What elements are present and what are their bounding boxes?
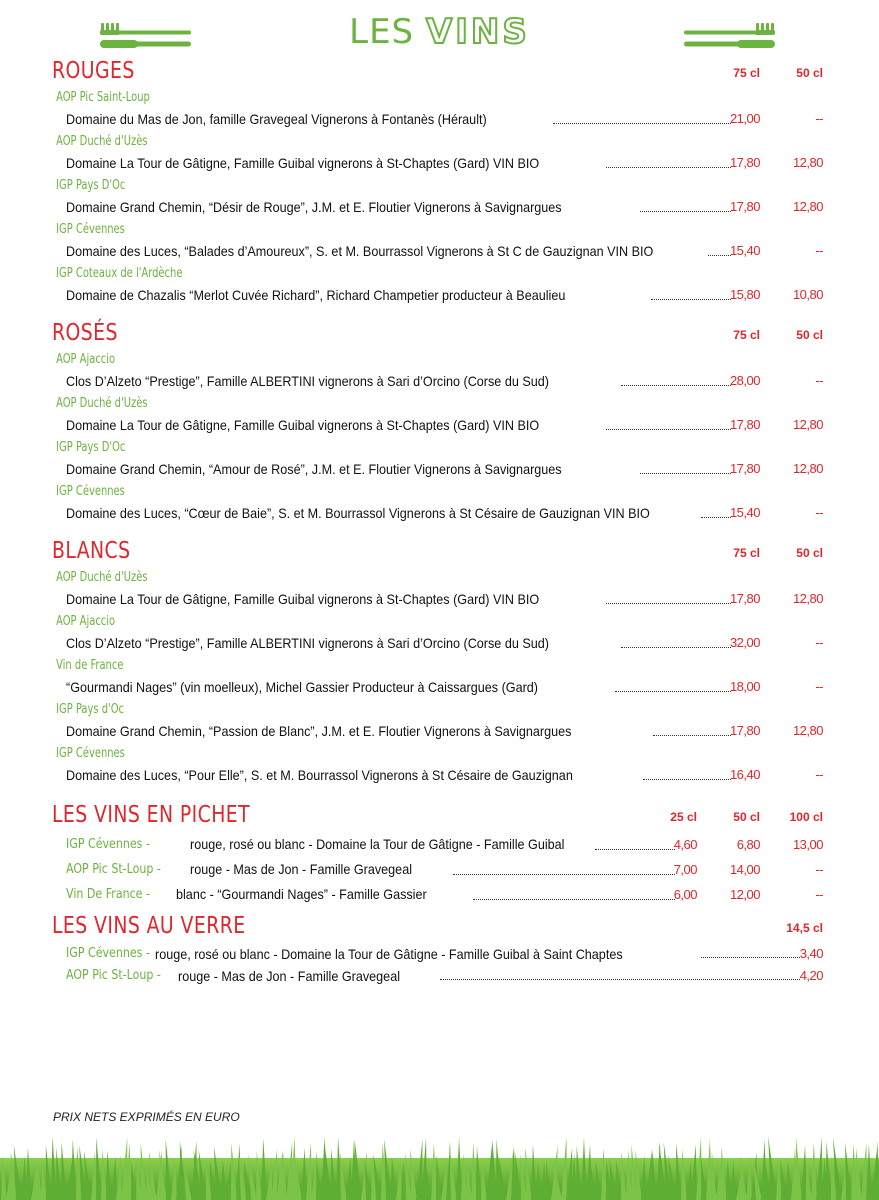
price-50cl: -- <box>815 243 823 258</box>
wine-list <box>0 568 879 788</box>
column-header-50cl: 50 cl <box>796 66 823 80</box>
column-header-75cl: 75 cl <box>733 66 760 80</box>
price-50cl: 12,80 <box>792 417 823 432</box>
section-rouges <box>0 58 879 308</box>
wine-category: AOP Pic Saint-Loup <box>56 90 150 105</box>
wine-description: Domaine des Luces, “Cœur de Baie”, S. et M. Bourrassol Vignerons à St Césaire de Gauzignan VIN BIO <box>66 505 650 521</box>
wine-row <box>0 676 879 700</box>
price-75cl: 21,00 <box>729 111 760 126</box>
price-p3: -- <box>815 887 823 902</box>
price-75cl: 15,40 <box>729 505 760 520</box>
price-50cl: -- <box>815 767 823 782</box>
price-p3: 13,00 <box>792 837 823 852</box>
pichet-row <box>0 832 879 857</box>
appellation-label: IGP Cévennes - <box>66 837 150 852</box>
price-p1: 4,60 <box>673 837 697 852</box>
wine-category: IGP Cévennes <box>56 746 125 761</box>
wine-description: Clos D’Alzeto “Prestige”, Famille ALBERTINI vignerons à Sari d’Orcino (Corse du Sud) <box>66 635 549 651</box>
pichet-row <box>0 882 879 907</box>
wine-category: IGP Coteaux de l'Ardèche <box>56 266 183 281</box>
header <box>0 8 879 60</box>
wine-category: AOP Duché d'Uzès <box>56 134 148 149</box>
price-p3: -- <box>815 862 823 877</box>
wine-row <box>0 152 879 176</box>
column-header-75cl: 75 cl <box>733 328 760 342</box>
price-p1: 4,20 <box>799 968 823 983</box>
fork-knife-icon <box>684 20 778 52</box>
price-75cl: 32,00 <box>729 635 760 650</box>
price-50cl: 10,80 <box>792 287 823 302</box>
wine-description: Domaine Grand Chemin, “Passion de Blanc”, J.M. et E. Floutier Vignerons à Savignargues <box>66 723 572 739</box>
wine-category: IGP Pays D'Oc <box>56 440 126 455</box>
wine-row <box>0 370 879 394</box>
price-75cl: 15,80 <box>729 287 760 302</box>
price-75cl: 18,00 <box>729 679 760 694</box>
wine-category: AOP Ajaccio <box>56 352 116 367</box>
price-75cl: 17,80 <box>729 417 760 432</box>
wine-description: Domaine des Luces, “Balades d’Amoureux”, S. et M. Bourrassol Vignerons à St C de Gauzignan VIN BIO <box>66 243 654 259</box>
wine-description: Domaine des Luces, “Pour Elle”, S. et M. Bourrassol Vignerons à St Césaire de Gauzignan <box>66 767 573 783</box>
wine-description: Domaine de Chazalis “Merlot Cuvée Richard”, Richard Champetier producteur à Beaulieu <box>66 287 566 303</box>
price-50cl: -- <box>815 679 823 694</box>
wine-description: “Gourmandi Nages” (vin moelleux), Michel Gassier Producteur à Caissargues (Gard) <box>66 679 538 695</box>
section-blancs <box>0 538 879 788</box>
section-roses <box>0 320 879 526</box>
wine-row <box>0 632 879 656</box>
price-75cl: 15,40 <box>729 243 760 258</box>
price-50cl: -- <box>815 505 823 520</box>
section-title: ROUGES <box>52 58 135 84</box>
price-p2: 14,00 <box>729 862 760 877</box>
column-header-50cl: 50 cl <box>796 328 823 342</box>
price-75cl: 17,80 <box>729 591 760 606</box>
column-header-75cl: 75 cl <box>733 546 760 560</box>
wine-row <box>0 764 879 788</box>
wine-category: IGP Pays d'Oc <box>56 702 125 717</box>
wine-category: AOP Duché d'Uzès <box>56 570 148 585</box>
wine-description: rouge - Mas de Jon - Famille Gravegeal <box>178 968 401 984</box>
wine-category: Vin de France <box>56 658 124 673</box>
column-header-50cl: 50 cl <box>796 546 823 560</box>
wine-description: Domaine Grand Chemin, “Désir de Rouge”, J.M. et E. Floutier Vignerons à Savignargues <box>66 199 562 215</box>
price-50cl: 12,80 <box>792 723 823 738</box>
verre-list <box>0 943 879 987</box>
appellation-label: AOP Pic St-Loup - <box>66 968 161 983</box>
pichet-list <box>0 832 879 907</box>
wine-category: AOP Ajaccio <box>56 614 116 629</box>
wine-row <box>0 108 879 132</box>
dot-leader <box>440 979 800 980</box>
price-75cl: 17,80 <box>729 199 760 214</box>
wine-row <box>0 240 879 264</box>
section-verre <box>0 913 879 987</box>
section-title: ROSÉS <box>52 320 118 346</box>
price-75cl: 17,80 <box>729 461 760 476</box>
wine-row <box>0 196 879 220</box>
wine-row <box>0 414 879 438</box>
wine-category: IGP Cévennes <box>56 484 125 499</box>
pichet-row <box>0 965 879 987</box>
price-note: PRIX NETS EXPRIMÉS EN EURO <box>53 1110 240 1124</box>
wine-description: Clos D’Alzeto “Prestige”, Famille ALBERTINI vignerons à Sari d’Orcino (Corse du Sud) <box>66 373 549 389</box>
column-header-14-5cl: 14,5 cl <box>786 921 823 935</box>
section-pichet <box>0 802 879 907</box>
wine-description: blanc - “Gourmandi Nages” - Famille Gassier <box>176 886 427 902</box>
wine-description: rouge - Mas de Jon - Famille Gravegeal <box>190 861 413 877</box>
wine-description: Domaine La Tour de Gâtigne, Famille Guibal vignerons à St-Chaptes (Gard) VIN BIO <box>66 155 540 171</box>
appellation-label: IGP Cévennes - <box>66 946 150 961</box>
price-p1: 7,00 <box>673 862 697 877</box>
price-50cl: -- <box>815 111 823 126</box>
grass-border <box>0 1120 879 1200</box>
wine-row <box>0 502 879 526</box>
wine-row <box>0 284 879 308</box>
wine-description: rouge, rosé ou blanc - Domaine la Tour de Gâtigne - Famille Guibal <box>190 836 565 852</box>
price-50cl: 12,80 <box>792 199 823 214</box>
price-50cl: 12,80 <box>792 591 823 606</box>
wine-category: AOP Duché d'Uzès <box>56 396 148 411</box>
price-50cl: 12,80 <box>792 155 823 170</box>
price-p1: 6,00 <box>673 887 697 902</box>
wine-description: Domaine La Tour de Gâtigne, Famille Guibal vignerons à St-Chaptes (Gard) VIN BIO <box>66 417 540 433</box>
price-p2: 12,00 <box>729 887 760 902</box>
wine-description: Domaine La Tour de Gâtigne, Famille Guibal vignerons à St-Chaptes (Gard) VIN BIO <box>66 591 540 607</box>
wine-row <box>0 588 879 612</box>
appellation-label: AOP Pic St-Loup - <box>66 862 161 877</box>
title-vins: VINS <box>425 12 530 52</box>
section-title: LES VINS EN PICHET <box>52 802 251 828</box>
wine-description: Domaine du Mas de Jon, famille Gravegeal Vignerons à Fontanès (Hérault) <box>66 111 487 127</box>
section-title: BLANCS <box>52 538 131 564</box>
appellation-label: Vin De France - <box>66 887 150 902</box>
wine-row <box>0 720 879 744</box>
section-title: LES VINS AU VERRE <box>52 913 246 939</box>
price-50cl: -- <box>815 635 823 650</box>
wine-list <box>0 350 879 526</box>
wine-list <box>0 88 879 308</box>
price-50cl: 12,80 <box>792 461 823 476</box>
title-les: LES <box>349 12 415 52</box>
wine-row <box>0 458 879 482</box>
column-header-25cl: 25 cl <box>670 810 697 824</box>
wine-description: Domaine Grand Chemin, “Amour de Rosé”, J.M. et E. Floutier Vignerons à Savignargues <box>66 461 562 477</box>
wine-description: rouge, rosé ou blanc - Domaine la Tour de Gâtigne - Famille Guibal à Saint Chaptes <box>155 946 623 962</box>
wine-category: IGP Pays D'Oc <box>56 178 126 193</box>
column-header-50cl: 50 cl <box>733 810 760 824</box>
price-p1: 3,40 <box>799 946 823 961</box>
pichet-row <box>0 857 879 882</box>
pichet-row <box>0 943 879 965</box>
price-p2: 6,80 <box>736 837 760 852</box>
column-header-100cl: 100 cl <box>789 810 823 824</box>
wine-category: IGP Cévennes <box>56 222 125 237</box>
price-75cl: 28,00 <box>729 373 760 388</box>
price-75cl: 17,80 <box>729 723 760 738</box>
price-75cl: 17,80 <box>729 155 760 170</box>
price-75cl: 16,40 <box>729 767 760 782</box>
price-50cl: -- <box>815 373 823 388</box>
